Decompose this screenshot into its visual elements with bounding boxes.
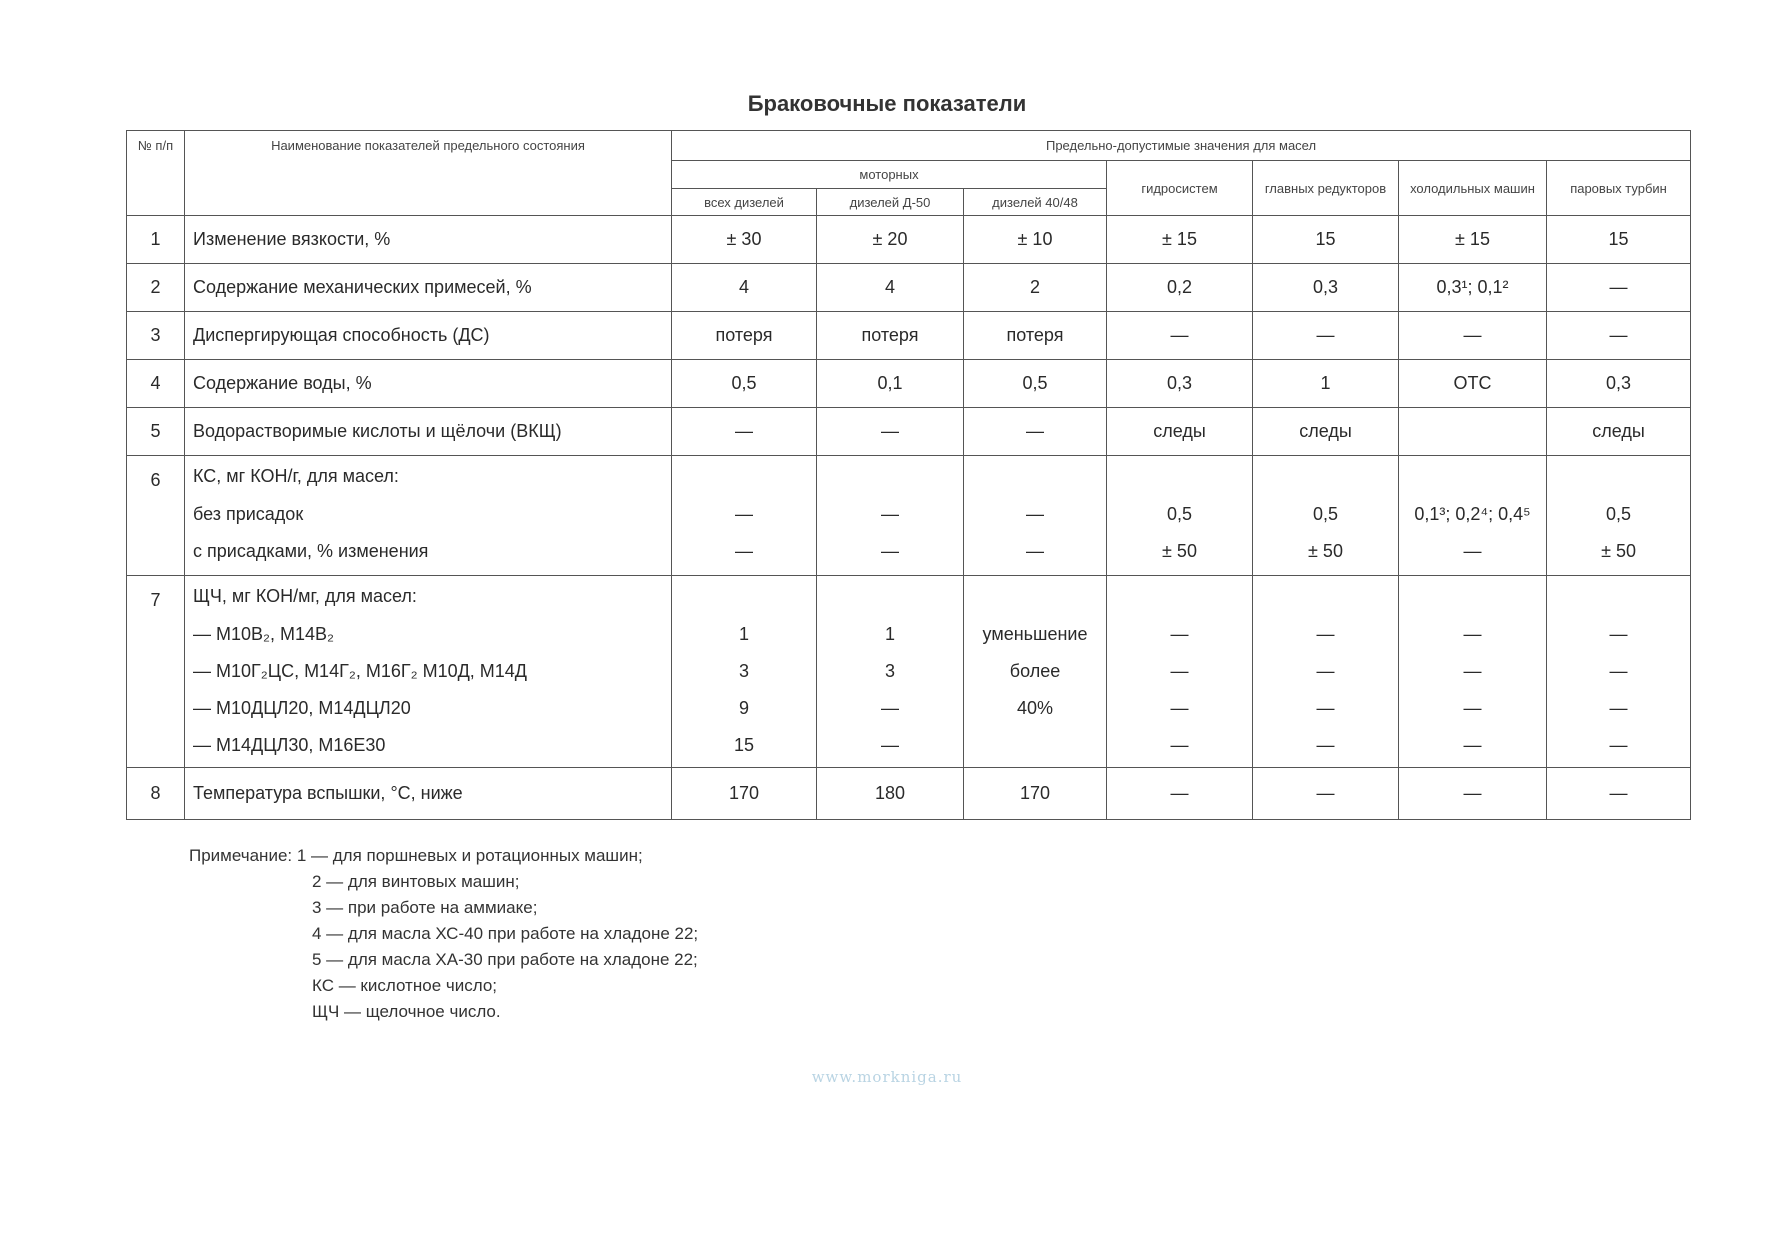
note-line: КС — кислотное число; [312,976,498,995]
value-cell: 1 [738,624,749,644]
value-cell: 1 [884,624,895,644]
value-cell: 15 [1547,216,1691,264]
value-cell: 3 [884,661,895,681]
row-number: 7 [127,576,185,768]
note-line: 4 — для масла ХС-40 при работе на хладоне 22; [312,924,699,943]
value-cell: — [1253,312,1399,360]
value-cell: — [964,408,1107,456]
header-motor: моторных [672,161,1107,189]
row-number: 2 [127,264,185,312]
header-limits: Предельно-допустимые значения для масел [672,131,1691,161]
value-cell [1399,408,1547,456]
header-col: гидросистем [1107,161,1253,216]
value-cell: 0,5 [1312,504,1339,524]
value-cell: ОТС [1399,360,1547,408]
value-cell: — [672,408,817,456]
value-cell: следы [1547,408,1691,456]
value-cell: — [735,504,753,524]
value-cell: ± 50 [1162,541,1197,561]
header-col: дизелей 40/48 [964,189,1107,216]
value-cell: следы [1107,408,1253,456]
value-cell: — [1463,624,1482,644]
value-cell: ± 15 [1107,216,1253,264]
page-title: Браковочные показатели [747,91,1027,116]
value-cell: — [1609,698,1628,718]
value-cell: — [1609,624,1628,644]
row-name: Диспергирующая способность (ДС) [185,312,672,360]
value-cell: 15 [1253,216,1399,264]
header-col: холодильных машин [1399,161,1547,216]
row-name: ЩЧ, мг КОН/мг, для масел: [193,586,417,606]
value-cell: — [1316,661,1335,681]
row-number: 1 [127,216,185,264]
value-cell: — [1463,541,1482,561]
row-number: 4 [127,360,185,408]
value-cell: — [1107,312,1253,360]
row-name: Изменение вязкости, % [185,216,672,264]
value-cell: 3 [738,661,749,681]
value-cell: 0,3¹; 0,1² [1399,264,1547,312]
value-cell: — [1463,661,1482,681]
value-cell: — [881,735,899,755]
value-cell: — [881,541,899,561]
value-cell: — [881,504,899,524]
value-cell: уменьшение [982,624,1088,644]
value-cell: ± 50 [1308,541,1343,561]
note-line: ЩЧ — щелочное число. [312,1002,501,1021]
value-cell: 170 [964,768,1107,820]
value-cell: 0,3 [1547,360,1691,408]
value-cell: — [1609,735,1628,755]
value-cell: — [1026,541,1044,561]
value-cell: 9 [738,698,749,718]
value-cell [970,727,1100,764]
row-number: 5 [127,408,185,456]
value-cell: потеря [672,312,817,360]
row-name: Содержание воды, % [185,360,672,408]
value-cell: — [1026,504,1044,524]
row-name: Содержание механических примесей, % [185,264,672,312]
value-cell: ± 15 [1399,216,1547,264]
value-cell: 0,1³; 0,2⁴; 0,4⁵ [1414,504,1531,524]
note-line: Примечание: 1 — для поршневых и ротационных машин; [189,846,643,865]
value-cell: — [735,541,753,561]
note-line: 5 — для масла ХА-30 при работе на хладоне 22; [312,950,698,969]
value-cell: — [1547,312,1691,360]
row-subname: — М10ДЦЛ20, М14ДЦЛ20 [193,698,411,718]
row-subname: — М14ДЦЛ30, М16Е30 [193,735,386,755]
value-cell: ± 20 [817,216,964,264]
value-cell: 0,5 [1606,504,1632,524]
note-line: 3 — при работе на аммиаке; [312,898,538,917]
row-name: Водорастворимые кислоты и щёлочи (ВКЩ) [185,408,672,456]
value-cell: 1 [1253,360,1399,408]
row-number: 8 [127,768,185,820]
value-cell: более [1009,661,1061,681]
value-cell: — [817,408,964,456]
row-number: 6 [127,456,185,576]
value-cell: — [1399,312,1547,360]
note-line: 2 — для винтовых машин; [312,872,520,891]
value-cell: 170 [672,768,817,820]
value-cell: потеря [817,312,964,360]
header-name: Наименование показателей предельного состояния [185,131,672,216]
value-cell: 0,1 [817,360,964,408]
row-name: Температура вспышки, °С, ниже [185,768,672,820]
value-cell: — [1170,661,1189,681]
row-subname: — М10В₂, М14В₂ [193,624,335,644]
value-cell: ± 50 [1601,541,1636,561]
value-cell: — [1463,735,1482,755]
value-cell: — [1463,698,1482,718]
value-cell: 0,5 [964,360,1107,408]
value-cell: 15 [733,735,755,755]
value-cell: — [1253,768,1399,820]
value-cell: — [1316,624,1335,644]
notes [189,843,698,1025]
value-cell: 0,3 [1253,264,1399,312]
row-subname: без присадок [193,504,304,524]
value-cell: — [1107,768,1253,820]
row-name: КС, мг КОН/г, для масел: [193,466,399,486]
header-col: паровых турбин [1547,161,1691,216]
value-cell: — [1399,768,1547,820]
header-col: дизелей Д-50 [817,189,964,216]
value-cell: — [1547,768,1691,820]
header-col: главных редукторов [1253,161,1399,216]
value-cell: 4 [817,264,964,312]
rejection-table [126,130,1691,820]
value-cell: 2 [964,264,1107,312]
value-cell: потеря [964,312,1107,360]
value-cell: 40% [1016,698,1054,718]
row-subname: — М10Г₂ЦС, М14Г₂, М16Г₂ М10Д, М14Д [193,661,527,681]
value-cell: — [1609,661,1628,681]
value-cell: — [1170,735,1189,755]
value-cell: 0,2 [1107,264,1253,312]
value-cell: следы [1253,408,1399,456]
value-cell: 0,5 [672,360,817,408]
value-cell: — [1316,698,1335,718]
header-col: всех дизелей [672,189,817,216]
value-cell: — [1316,735,1335,755]
value-cell: 180 [817,768,964,820]
value-cell: 4 [672,264,817,312]
value-cell: — [1170,698,1189,718]
header-num: № п/п [127,131,185,216]
value-cell: ± 10 [964,216,1107,264]
row-subname: с присадками, % изменения [193,541,429,561]
row-number: 3 [127,312,185,360]
watermark: www.morkniga.ru [811,1068,963,1086]
value-cell: 0,5 [1166,504,1193,524]
value-cell: — [881,698,899,718]
value-cell: ± 30 [672,216,817,264]
value-cell: 0,3 [1107,360,1253,408]
value-cell: — [1170,624,1189,644]
value-cell: — [1547,264,1691,312]
